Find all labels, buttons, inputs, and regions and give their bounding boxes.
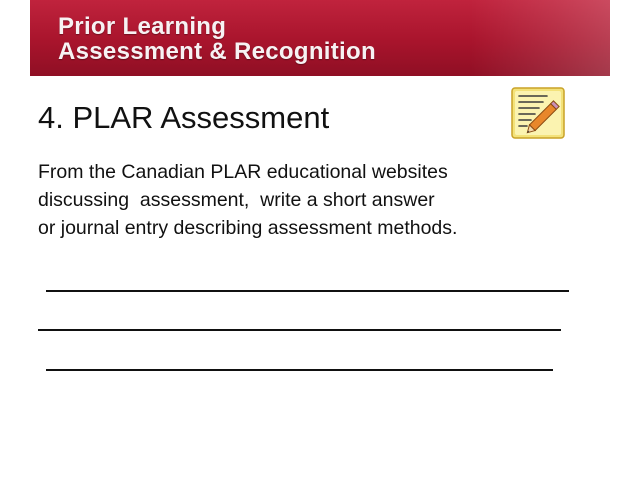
slide-heading: 4. PLAR Assessment: [38, 100, 330, 135]
banner-title-line-1: Prior Learning: [58, 13, 227, 40]
title-banner: [30, 0, 610, 76]
instruction-text: [38, 158, 623, 242]
answer-line: [46, 290, 569, 292]
instruction-line-2: discussing assessment, write a short answer: [38, 189, 435, 211]
answer-line: [46, 369, 553, 371]
answer-line: [38, 329, 561, 331]
instruction-line-3: or journal entry describing assessment methods.: [38, 217, 458, 239]
banner-title-line-2: Assessment & Recognition: [58, 38, 376, 65]
notepad-pencil-icon: [511, 87, 565, 139]
instruction-line-1: From the Canadian PLAR educational websites: [38, 161, 448, 183]
